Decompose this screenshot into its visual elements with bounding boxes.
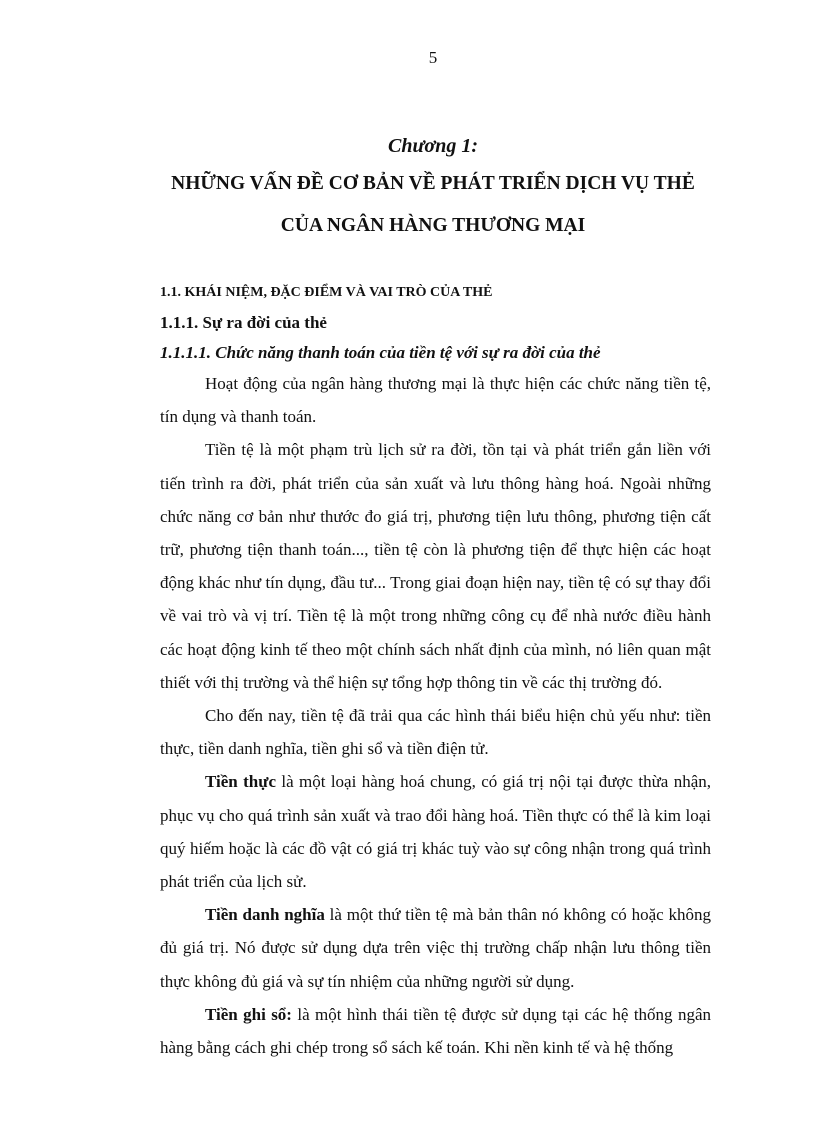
paragraph-1: Hoạt động của ngân hàng thương mại là thực hiện các chức năng tiền tệ, tín dụng và thanh toán. bbox=[160, 374, 711, 427]
chapter-label: Chương 1: bbox=[388, 135, 478, 157]
chapter-title-line-2: CỦA NGÂN HÀNG THƯƠNG MẠI bbox=[280, 215, 586, 236]
body-content bbox=[160, 283, 711, 1064]
chapter-title-line-1: NHỮNG VẤN ĐỀ CƠ BẢN VỀ PHÁT TRIỂN DỊCH VỤ THẺ bbox=[171, 173, 695, 194]
paragraph-5 bbox=[160, 898, 711, 998]
page-number: 5 bbox=[428, 48, 438, 67]
subsection-heading: 1.1.1. Sự ra đời của thẻ bbox=[160, 313, 327, 332]
section-heading: 1.1. KHÁI NIỆM, ĐẶC ĐIỂM VÀ VAI TRÒ CỦA THẺ bbox=[160, 285, 493, 300]
term-tien-danh-nghia: Tiền danh nghĩa bbox=[205, 905, 325, 925]
paragraph-5-text: là một thứ tiền tệ mà bản thân nó không có hoặc không đủ giá trị. Nó được sử dụng dựa trên việc thị trường chấp nhận lưu thông tiền thực không đủ giá và sự tín nhiệm của những người sử dụng. bbox=[160, 905, 711, 991]
paragraph-4 bbox=[160, 765, 711, 898]
term-tien-thuc: Tiền thực bbox=[205, 772, 276, 792]
paragraph-2: Tiền tệ là một phạm trù lịch sử ra đời, tồn tại và phát triển gắn liền với tiến trình ra đời, phát triển của sản xuất và lưu thông hàng hoá. Ngoài những chức năng cơ bản như thước đo giá trị, phương tiện lưu thông, phương tiện cất trữ, phương tiện thanh toán..., tiền tệ còn là phương tiện để thực hiện các hoạt động khác như tín dụng, đầu tư... Trong giai đoạn hiện nay, tiền tệ có sự thay đổi về vai trò và vị trí. Tiền tệ là một trong những công cụ để nhà nước điều hành các hoạt động kinh tế theo một chính sách nhất định của mình, nó liên quan mật thiết với thị trường và thể hiện sự tổng hợp thông tin về các thị trường đó. bbox=[160, 440, 711, 692]
paragraph-4-text: là một loại hàng hoá chung, có giá trị nội tại được thừa nhận, phục vụ cho quá trình sản xuất và trao đổi hàng hoá. Tiền thực có thể là kim loại quý hiếm hoặc là các đồ vật có giá trị khác tuỳ vào sự công nhận trong quá trình phát triển của lịch sử. bbox=[160, 772, 711, 892]
paragraph-6 bbox=[160, 998, 711, 1064]
term-tien-ghi-so: Tiền ghi sổ: bbox=[205, 1004, 292, 1024]
paragraph-3: Cho đến nay, tiền tệ đã trải qua các hình thái biểu hiện chủ yếu như: tiền thực, tiền danh nghĩa, tiền ghi sổ và tiền điện tử. bbox=[160, 706, 711, 759]
paragraph-6-text: là một hình thái tiền tệ được sử dụng tại các hệ thống ngân hàng bằng cách ghi chép trong sổ sách kế toán. Khi nền kinh tế và hệ thống bbox=[160, 1004, 711, 1058]
subsubsection-heading: 1.1.1.1. Chức năng thanh toán của tiền tệ với sự ra đời của thẻ bbox=[160, 343, 601, 362]
